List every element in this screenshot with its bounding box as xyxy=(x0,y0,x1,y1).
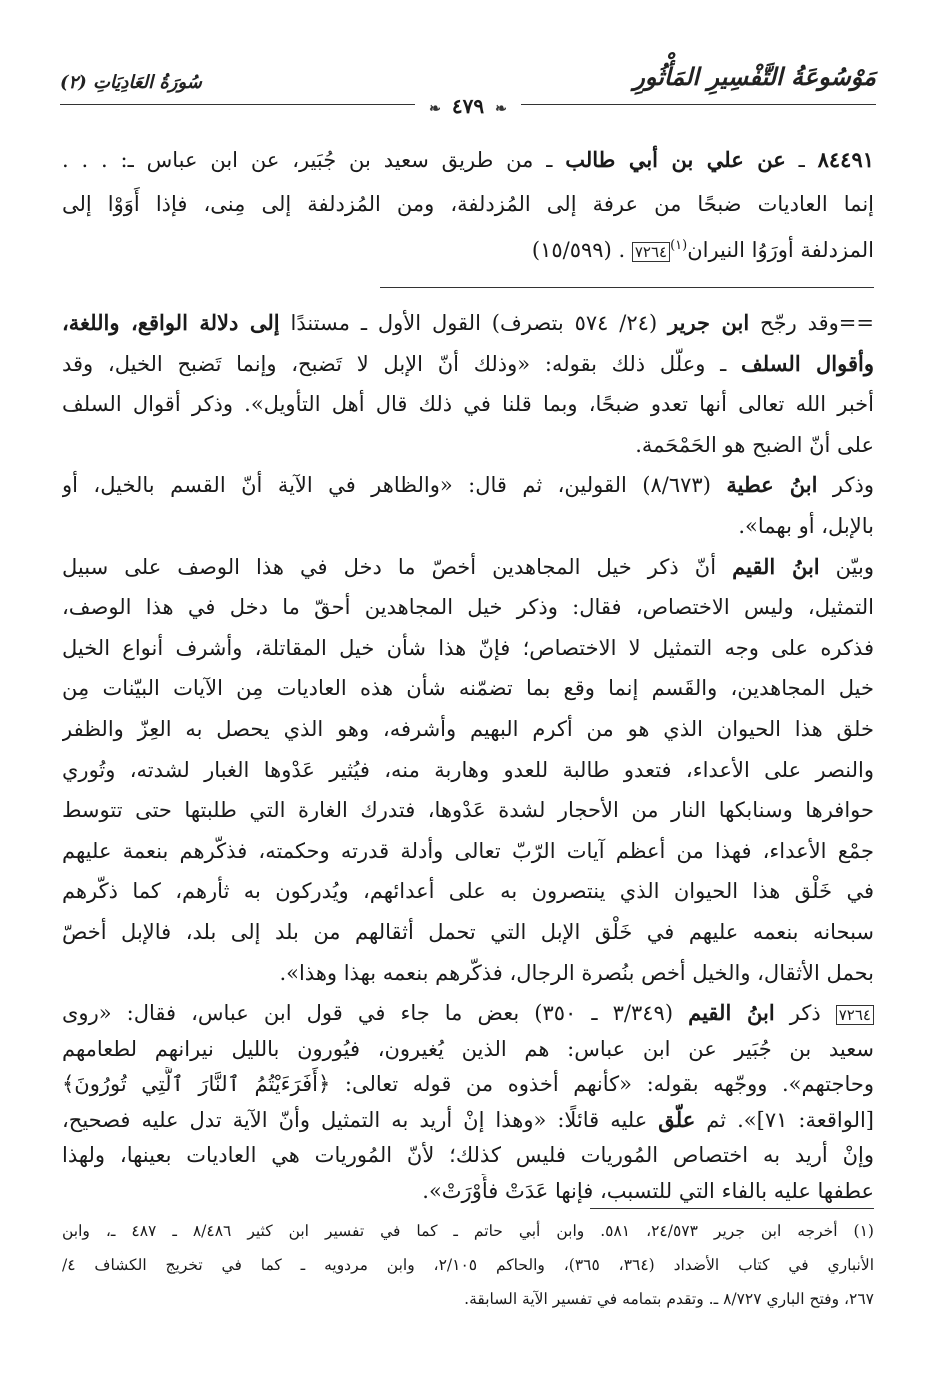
note-line xyxy=(62,1067,874,1101)
text-run: ـ وعلّل ذلك بقوله: «وذلك أنّ الإبل لا تَضبح، وإنما تَضبح الخيل، وقد xyxy=(62,351,741,376)
note-line xyxy=(62,996,874,1032)
text-run: بالإبل، أو بهما». xyxy=(738,514,874,538)
commentary-line xyxy=(62,874,874,908)
bold-name: ابنُ عطية xyxy=(726,472,818,498)
commentary-line xyxy=(62,509,874,543)
footnote-line: الأنباري في كتاب الأضداد (٣٦٤، ٣٦٥)، والحاكم ٢/١٠٥، وابن مردويه ـ كما في تخريج الكشاف ٤/ xyxy=(62,1256,874,1274)
hadith-line-2: إنما العاديات ضبحًا من عرفة إلى المُزدلفة، ومن المُزدلفة إلى مِنى، فإذا أَوَوْا إلى xyxy=(62,192,874,216)
text-run: وإنْ أريد به اختصاص المُوريات فليس كذلك؛ لأنّ المُوريات هي العاديات بعينها، ولهذا xyxy=(62,1143,874,1167)
text-run: التمثيل، وليس الاختصاص، فقال: وذكر خيل المجاهدين أحقّ ما دخل في هذا الوصف، xyxy=(62,595,874,620)
footnote-line: (١) أخرجه ابن جرير ٢٤/٥٧٣، ٥٨١. وابن أبي حاتم ـ كما في تفسير ابن كثير ٨/٤٨٦ ـ ٤٨٧ ـ، وابن xyxy=(62,1222,874,1240)
commentary-line xyxy=(62,387,874,421)
commentary-line xyxy=(62,956,874,990)
note-ref-box: ٧٢٦٤ xyxy=(836,1005,874,1025)
text-run: على أنّ الضبح هو الحَمْحَمة. xyxy=(635,432,874,457)
text-run: وحاجتهم». ووجّهه بقوله: «كأنهم أخذوه من قوله تعالى: ﴿أَفَرَءَيْتُمُ ٱلنَّارَ ٱلَّتِي تُورُونَ﴾ xyxy=(62,1072,874,1096)
commentary-line xyxy=(62,306,874,340)
commentary-line xyxy=(62,347,874,381)
section-rule xyxy=(380,287,874,288)
hadith-narrator: عن علي بن أبي طالب xyxy=(565,147,786,172)
hadith-source-ref: . (١٥/٥٩٩) xyxy=(531,238,626,262)
hadith-line-3 xyxy=(62,229,874,269)
text-run: ==وقد رجّح xyxy=(749,311,874,335)
text-run: خيل المجاهدين، والقَسم إنما وقع بما تضمّنه شأن هذه العاديات مِن الآيات البيّنات مِن xyxy=(62,676,874,701)
bold-name: ابنُ القيم xyxy=(732,553,820,579)
footnote-rule xyxy=(590,1208,874,1209)
page-number-block xyxy=(415,94,521,118)
text-run: عليه قائلًا: «وهذا إنْ أريد به التمثيل وأنّ الآية تدل عليه فصحيح، xyxy=(62,1107,659,1132)
text-run: ذكر xyxy=(774,1001,836,1025)
page-number-wrap xyxy=(0,94,936,118)
text-run: في خَلْق هذا الحيوان الذي ينتصرون به على أعدائهم، ويُدركون به ثأرهم، كما ذكّرهم xyxy=(62,879,874,904)
text-run: فذكره على وجه التمثيل لا الاختصاص؛ فإنّ هذا شأن خيل المقاتلة، وأشرف أنواع الخيل xyxy=(62,635,874,660)
page-number: ٤٧٩ xyxy=(451,94,485,118)
commentary-line xyxy=(62,753,874,787)
note-line xyxy=(62,1174,874,1208)
text-run: جمْع الأعداء، فهذا من أعظم آيات الرّبّ تعالى وأدلة قدرته وحكمته، فذكّرهم بنعمة عليهم xyxy=(62,838,874,863)
text-run: أنّ ذكر خيل المجاهدين أخصّ ما دخل في هذا الوصف على سبيل xyxy=(62,554,733,579)
note-line xyxy=(62,1138,874,1172)
surah-title: سُورَةُ العَادِيَاتِ (٢) xyxy=(60,72,202,93)
text-run: سعيد بن جُبَير عن ابن عباس: هم الذين يُغيرون، فيُورون بالليل نيرانهم لطعامهم xyxy=(62,1036,874,1061)
text-run: عطفها عليه بالفاء التي للتسبب، فإنها عَدَتْ فأَوْرَتْ». xyxy=(422,1178,874,1203)
footnote-line: ٢٦٧، وفتح الباري ٨/٧٢٧ ـ. وتقدم بتمامه في تفسير الآية السابقة. xyxy=(464,1290,874,1308)
bold-name: ابنُ القيم xyxy=(688,1000,775,1025)
text-run: (٣/٣٤٩ ـ ٣٥٠) بعض ما جاء في قول ابن عباس، فقال: «روى xyxy=(62,1001,689,1025)
footnote-mark: (١) xyxy=(670,238,688,253)
hadith-number: ٨٤٤٩١ xyxy=(817,147,874,172)
text-run: أخبر الله تعالى أنها تعدو ضبحًا، وبما قلنا في ذلك قال أهل التأويل». وذكر أقوال السلف xyxy=(62,392,874,417)
commentary-line xyxy=(62,631,874,665)
text-run: خلق هذا الحيوان الذي هو من أكرم البهيم وأشرفه، وهو الذي يحصل به العِزّ والظفر xyxy=(62,717,874,741)
text-run: (٨/٦٧٣) القولين، ثم قال: «والظاهر في الآية أنّ القسم بالخيل، أو xyxy=(62,473,727,498)
text-run: حوافرها وسنابكها النار من الأحجار لشدة عَدْوها، فتدرك الغارة التي طلبتها حتى تتوسط xyxy=(62,798,874,823)
commentary-line xyxy=(62,590,874,624)
commentary-line xyxy=(62,671,874,705)
bold-name: إلى دلالة الواقع، واللغة، xyxy=(62,310,280,335)
text-run: والنصر على الأعداء، فتعدو طالبة للعدو وهاربة منه، فيُثير عَدْوها الغبار لشدته، وتُوري xyxy=(62,757,874,782)
note-line xyxy=(62,1032,874,1066)
hadith-line-1: ٨٤٤٩١ ـ عن علي بن أبي طالب ـ من طريق سعيد بن جُبَير، عن ابن عباس ـ: . . . xyxy=(62,147,874,172)
text-run: [الواقعة: ٧١]». ثم xyxy=(695,1107,874,1132)
cross-ref-box: ٧٢٦٤ xyxy=(632,242,670,262)
commentary-line xyxy=(62,793,874,827)
bold-name: ابن جرير xyxy=(668,310,750,335)
text-run: وبيّن xyxy=(819,554,874,579)
ornament-icon: ❧ xyxy=(495,101,507,117)
hadith-line-1-rest: ـ من طريق سعيد بن جُبَير، عن ابن عباس ـ: . . . xyxy=(62,148,553,172)
commentary-line xyxy=(62,834,874,868)
note-line xyxy=(62,1103,874,1137)
commentary-line xyxy=(62,428,874,462)
commentary-line xyxy=(62,468,874,502)
bold-name: وأقوال السلف xyxy=(741,350,874,376)
text-run: (٢٤/ ٥٧٤ بتصرف) القول الأول ـ مستندًا xyxy=(279,311,669,335)
commentary-line xyxy=(62,550,874,584)
book-title: مَوْسُوعَةُ التَّفْسِيرِ المَأْثُورِ xyxy=(633,62,876,91)
commentary-line xyxy=(62,915,874,949)
bold-name: علّق xyxy=(658,1106,696,1132)
text-run: وذكر xyxy=(817,473,874,498)
hadith-line-3-text: المزدلفة أورَوُا النيران xyxy=(687,238,874,262)
commentary-line xyxy=(62,712,874,746)
text-run: سبحانه بنعمه عليهم في خَلْق الإبل التي تحمل أثقالهم من بلد إلى بلد، فالإبل أخصّ xyxy=(62,920,874,944)
ornament-icon: ❧ xyxy=(429,101,441,117)
text-run: بحمل الأثقال، والخيل أخص بنُصرة الرجال، فذكّرهم بنعمه بهذا وهذا». xyxy=(279,960,874,985)
